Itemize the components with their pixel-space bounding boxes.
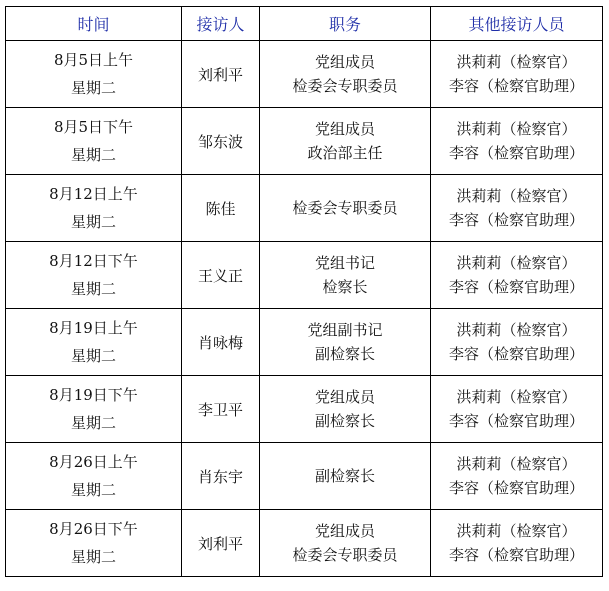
other-receiver-line: 洪莉莉（检察官） — [456, 120, 577, 138]
other-receivers-cell — [431, 309, 603, 376]
position-line: 检察长 — [322, 278, 368, 296]
other-receiver-line: 洪莉莉（检察官） — [456, 522, 577, 540]
position-cell — [260, 175, 431, 242]
other-receiver-line: 李容（检察官助理） — [448, 278, 584, 296]
other-receiver-line: 李容（检察官助理） — [448, 211, 584, 229]
other-receiver-line: 李容（检察官助理） — [448, 345, 584, 363]
other-receivers-cell — [431, 108, 603, 175]
weekday-text: 星期二 — [70, 481, 116, 499]
header-other-receivers: 其他接访人员 — [431, 7, 603, 41]
receiver-cell: 肖咏梅 — [182, 309, 260, 376]
receiver-cell: 陈佳 — [182, 175, 260, 242]
receiver-cell: 刘利平 — [182, 41, 260, 108]
other-receiver-line: 洪莉莉（检察官） — [456, 455, 577, 473]
receiver-cell: 肖东宇 — [182, 443, 260, 510]
table-header-row — [6, 7, 603, 41]
other-receiver-line: 洪莉莉（检察官） — [456, 187, 577, 205]
time-cell — [6, 41, 182, 108]
position-cell — [260, 309, 431, 376]
other-receiver-line: 洪莉莉（检察官） — [456, 254, 577, 272]
receiver-cell: 邹东波 — [182, 108, 260, 175]
weekday-text: 星期二 — [70, 548, 116, 566]
weekday-text: 星期二 — [70, 280, 116, 298]
date-text: 8月5日下午 — [53, 118, 134, 136]
other-receivers-cell — [431, 376, 603, 443]
time-cell — [6, 309, 182, 376]
position-line: 党组成员 — [314, 388, 375, 406]
other-receivers-cell — [431, 175, 603, 242]
date-text: 8月19日下午 — [49, 386, 138, 404]
position-cell — [260, 443, 431, 510]
position-cell — [260, 376, 431, 443]
date-text: 8月26日下午 — [49, 520, 138, 538]
weekday-text: 星期二 — [70, 146, 116, 164]
other-receiver-line: 洪莉莉（检察官） — [456, 388, 577, 406]
header-position: 职务 — [260, 7, 431, 41]
other-receivers-cell — [431, 510, 603, 577]
time-cell — [6, 443, 182, 510]
position-cell — [260, 510, 431, 577]
table-row — [6, 376, 603, 443]
position-cell — [260, 41, 431, 108]
table-row — [6, 443, 603, 510]
weekday-text: 星期二 — [70, 79, 116, 97]
date-text: 8月19日上午 — [49, 319, 138, 337]
weekday-text: 星期二 — [70, 414, 116, 432]
time-cell — [6, 376, 182, 443]
date-text: 8月12日上午 — [49, 185, 138, 203]
position-line: 党组副书记 — [307, 321, 383, 339]
time-cell — [6, 175, 182, 242]
table-row — [6, 510, 603, 577]
other-receivers-cell — [431, 242, 603, 309]
weekday-text: 星期二 — [70, 213, 116, 231]
weekday-text: 星期二 — [70, 347, 116, 365]
date-text: 8月26日上午 — [49, 453, 138, 471]
other-receiver-line: 李容（检察官助理） — [448, 144, 584, 162]
position-line: 党组成员 — [314, 53, 375, 71]
position-cell — [260, 108, 431, 175]
position-line: 副检察长 — [314, 467, 375, 485]
other-receiver-line: 李容（检察官助理） — [448, 546, 584, 564]
other-receiver-line: 李容（检察官助理） — [448, 77, 584, 95]
table-row — [6, 41, 603, 108]
position-line: 政治部主任 — [307, 144, 383, 162]
other-receiver-line: 洪莉莉（检察官） — [456, 321, 577, 339]
position-cell — [260, 242, 431, 309]
other-receiver-line: 洪莉莉（检察官） — [456, 53, 577, 71]
table-row — [6, 175, 603, 242]
table-row — [6, 108, 603, 175]
position-line: 党组书记 — [314, 254, 375, 272]
header-time: 时间 — [6, 7, 182, 41]
time-cell — [6, 108, 182, 175]
position-line: 党组成员 — [314, 522, 375, 540]
reception-schedule-table — [5, 6, 603, 577]
position-line: 副检察长 — [314, 345, 375, 363]
other-receivers-cell — [431, 41, 603, 108]
table-row — [6, 242, 603, 309]
other-receiver-line: 李容（检察官助理） — [448, 412, 584, 430]
receiver-cell: 王义正 — [182, 242, 260, 309]
receiver-cell: 刘利平 — [182, 510, 260, 577]
position-line: 检委会专职委员 — [292, 77, 398, 95]
other-receiver-line: 李容（检察官助理） — [448, 479, 584, 497]
other-receivers-cell — [431, 443, 603, 510]
position-line: 检委会专职委员 — [292, 546, 398, 564]
table-row — [6, 309, 603, 376]
position-line: 检委会专职委员 — [292, 199, 398, 217]
date-text: 8月5日上午 — [53, 51, 134, 69]
header-receiver: 接访人 — [182, 7, 260, 41]
position-line: 副检察长 — [314, 412, 375, 430]
receiver-cell: 李卫平 — [182, 376, 260, 443]
time-cell — [6, 242, 182, 309]
table-body — [6, 41, 603, 577]
time-cell — [6, 510, 182, 577]
position-line: 党组成员 — [314, 120, 375, 138]
date-text: 8月12日下午 — [49, 252, 138, 270]
